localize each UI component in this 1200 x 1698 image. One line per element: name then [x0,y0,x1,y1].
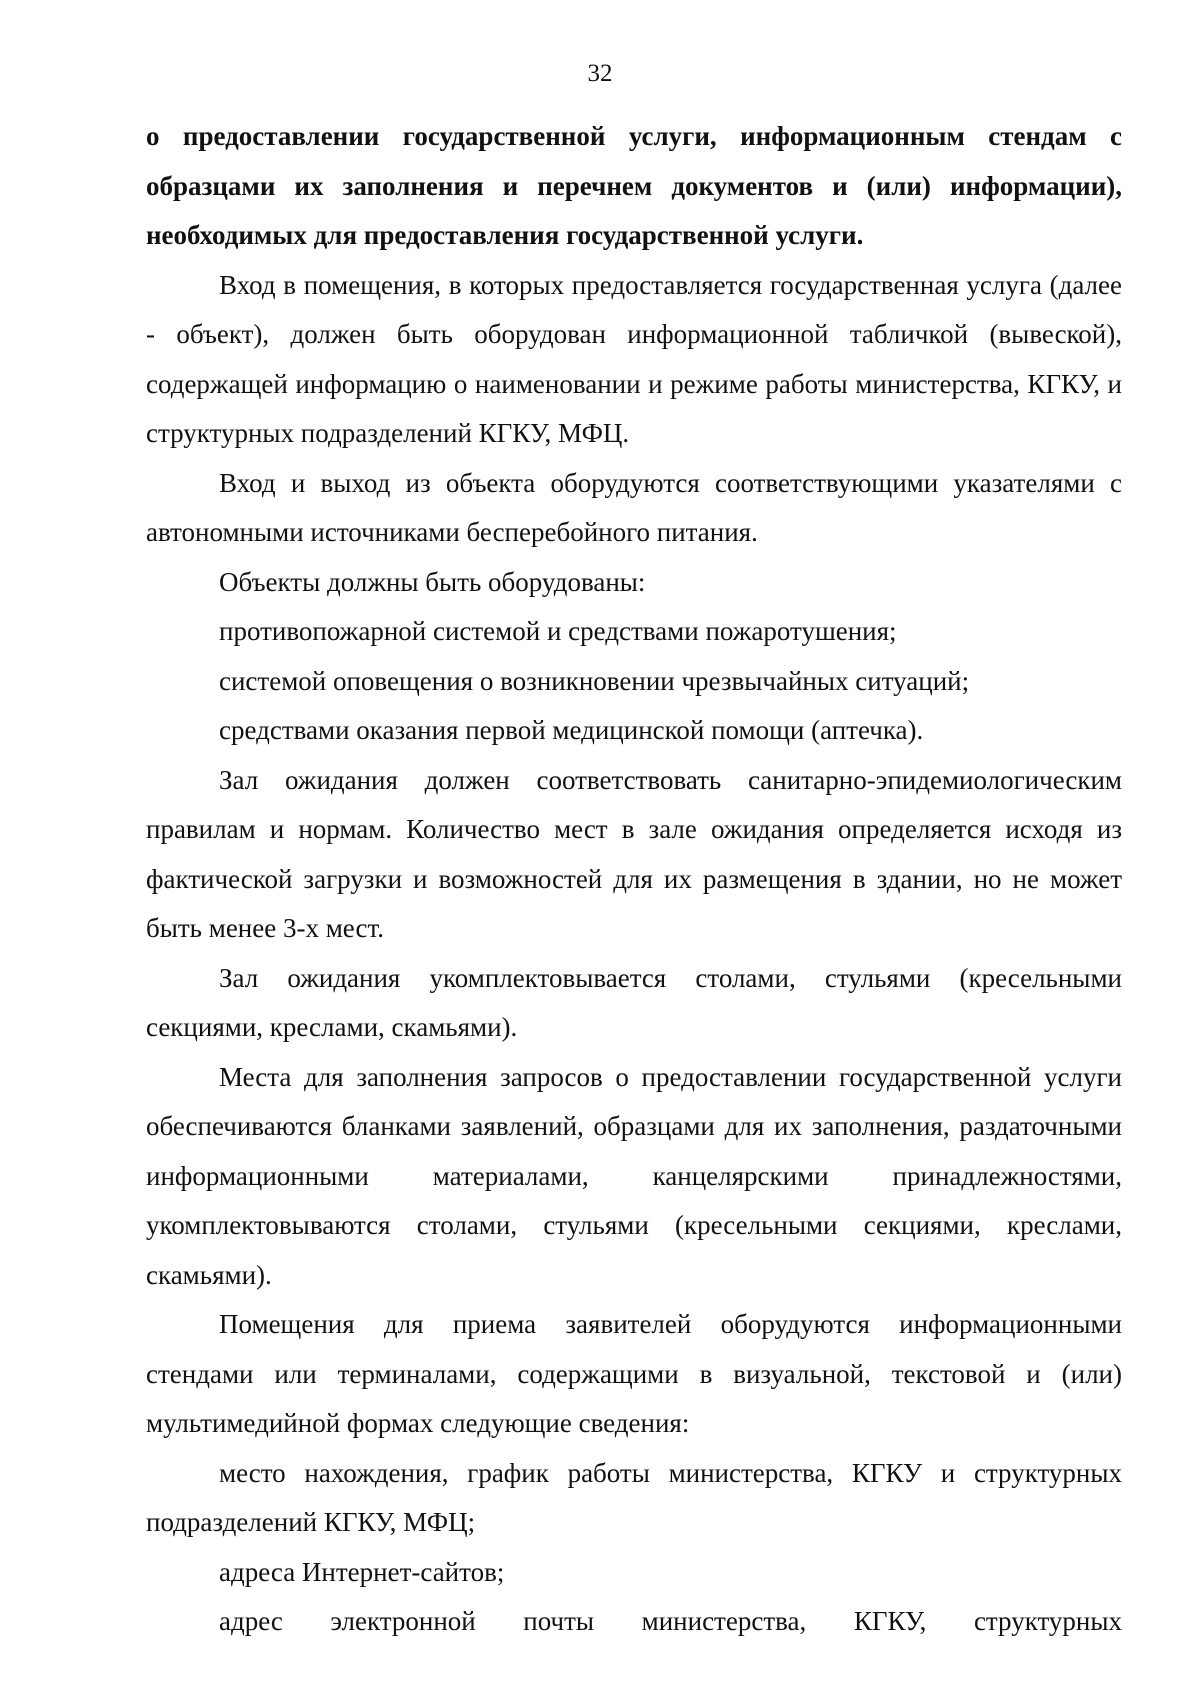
list-item-fire-system: противопожарной системой и средствами пожаротушения; [219,616,897,646]
paragraph-equipment-intro: Объекты должны быть оборудованы: [219,566,646,597]
paragraph-entrance-exit-signs: Вход и выход из объекта оборудуются соответствующими указателями с автономными источниками бесперебойного питания. [146,467,1122,547]
paragraph-waiting-hall-furniture: Зал ожидания укомплектовывается столами, стульями (кресельными секциями, креслами, скамьями). [146,962,1122,1042]
paragraph-waiting-hall-norms: Зал ожидания должен соответствовать санитарно-эпидемиологическим правилам и нормам. Количество мест в зале ожидания определяется исходя из фактической загрузки и возможностей для их размещения в здании, но не может быть менее 3-х мест. [146,764,1122,943]
list-item-location-schedule: место нахождения, график работы министерства, КГКУ и структурных подразделений КГКУ, МФЦ; [146,1457,1122,1537]
list-item-first-aid: средствами оказания первой медицинской помощи (аптечка). [219,715,924,745]
page-number: 32 [587,60,613,87]
list-item-websites: адреса Интернет-сайтов; [219,1556,505,1587]
list-item-alert-system: системой оповещения о возникновении чрезвычайных ситуаций; [219,665,970,696]
section-heading: о предоставлении государственной услуги, информационным стендам с образцами их заполнения и перечнем документов и (или) информации), необходимых для предоставления государственной услуги. [146,121,1122,250]
document-body [146,112,1122,1647]
paragraph-information-stands: Помещения для приема заявителей оборудуются информационными стендами или терминалами, содержащими в визуальной, текстовой и (или) мультимедийной формах следующие сведения: [146,1309,1122,1438]
paragraph-form-filling-places: Места для заполнения запросов о предоставлении государственной услуги обеспечиваются бланками заявлений, образцами для их заполнения, раздаточными информационными материалами, канцелярскими принадлежностями, укомплектовываются столами, стульями (кресельными секциями, креслами, скамьями). [146,1061,1122,1290]
list-item-email-addresses: адрес электронной почты министерства, КГКУ, структурных [219,1606,1122,1636]
paragraph-entrance-signage: Вход в помещения, в которых предоставляется государственная услуга (далее - объект), должен быть оборудован информационной табличкой (вывеской), содержащей информацию о наименовании и режиме работы министерства, КГКУ, и структурных подразделений КГКУ, МФЦ. [146,269,1122,448]
